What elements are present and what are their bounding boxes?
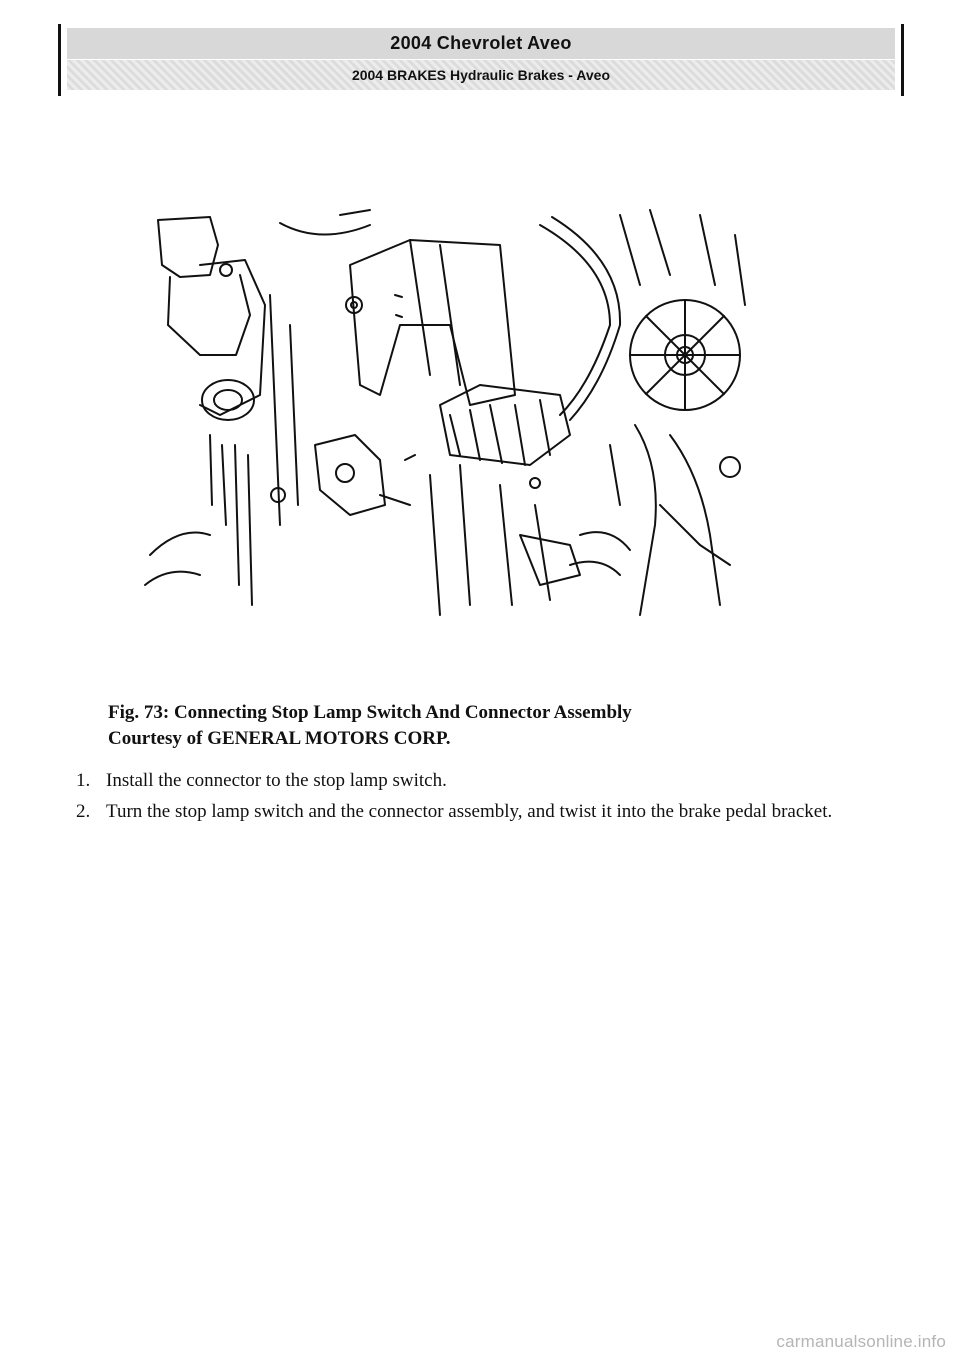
watermark: carmanualsonline.info — [776, 1332, 946, 1351]
step-text: Install the connector to the stop lamp switch. — [106, 770, 447, 791]
page-header — [58, 24, 904, 96]
section-subtitle: 2004 BRAKES Hydraulic Brakes - Aveo — [67, 60, 895, 90]
step-number: 2. — [76, 801, 91, 822]
figure-caption — [108, 700, 828, 752]
procedure-steps — [76, 768, 906, 830]
list-item — [76, 799, 906, 825]
document-title: 2004 Chevrolet Aveo — [67, 28, 895, 59]
step-number: 1. — [76, 770, 91, 791]
figure-illustration — [140, 205, 750, 620]
step-text: Turn the stop lamp switch and the connector assembly, and twist it into the brake pedal bracket. — [106, 801, 833, 822]
brake-pedal-line-drawing — [140, 205, 750, 620]
caption-credit: Courtesy of GENERAL MOTORS CORP. — [108, 728, 451, 749]
list-item — [76, 768, 906, 794]
caption-title: Fig. 73: Connecting Stop Lamp Switch And Connector Assembly — [108, 702, 632, 723]
